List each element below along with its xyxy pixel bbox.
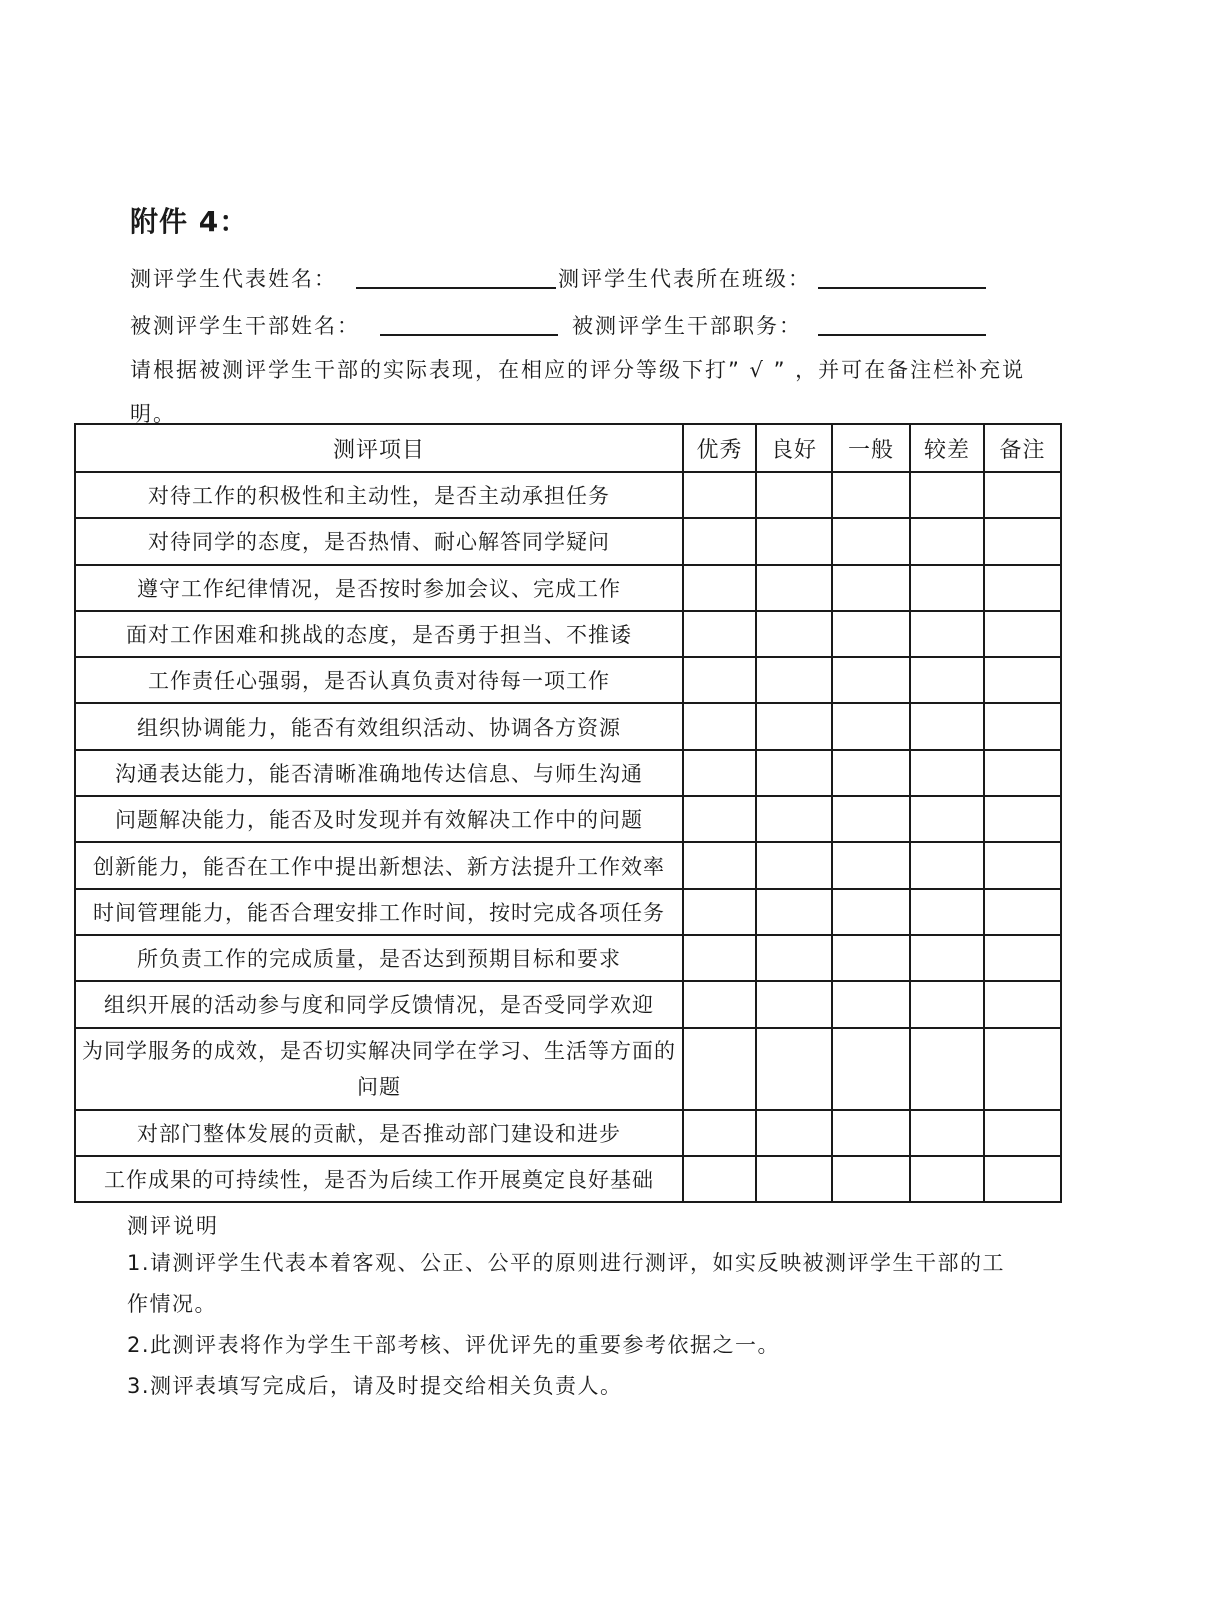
cell-remarks[interactable] [984, 518, 1061, 564]
cell-excellent[interactable] [683, 518, 756, 564]
table-row [75, 842, 1061, 888]
cell-excellent[interactable] [683, 842, 756, 888]
table-row [75, 565, 1061, 611]
cell-good[interactable] [756, 750, 832, 796]
cell-average[interactable] [832, 842, 910, 888]
notes-title: 测评说明 [127, 1214, 219, 1238]
cell-excellent[interactable] [683, 1110, 756, 1156]
cell-poor[interactable] [910, 796, 984, 842]
cell-remarks[interactable] [984, 981, 1061, 1027]
cell-good[interactable] [756, 611, 832, 657]
evaluation-item: 遵守工作纪律情况，是否按时参加会议、完成工作 [75, 565, 683, 611]
cell-poor[interactable] [910, 750, 984, 796]
cell-excellent[interactable] [683, 889, 756, 935]
cell-excellent[interactable] [683, 657, 756, 703]
cell-excellent[interactable] [683, 935, 756, 981]
cell-good[interactable] [756, 472, 832, 518]
cell-average[interactable] [832, 1028, 910, 1110]
table-row [75, 1110, 1061, 1156]
table-row [75, 889, 1061, 935]
attachment-title: 附件 4： [130, 205, 249, 238]
cell-average[interactable] [832, 750, 910, 796]
header-average: 一般 [832, 424, 910, 472]
evaluation-item: 工作责任心强弱，是否认真负责对待每一项工作 [75, 657, 683, 703]
evaluation-item: 对待工作的积极性和主动性，是否主动承担任务 [75, 472, 683, 518]
evaluation-item: 工作成果的可持续性，是否为后续工作开展奠定良好基础 [75, 1156, 683, 1202]
cell-average[interactable] [832, 889, 910, 935]
notes-list [127, 1243, 1027, 1407]
cell-remarks[interactable] [984, 889, 1061, 935]
cell-remarks[interactable] [984, 657, 1061, 703]
evaluation-item: 面对工作困难和挑战的态度，是否勇于担当、不推诿 [75, 611, 683, 657]
table-row [75, 981, 1061, 1027]
cadre-name-label: 被测评学生干部姓名： [130, 314, 360, 338]
evaluation-item: 创新能力，能否在工作中提出新想法、新方法提升工作效率 [75, 842, 683, 888]
cell-average[interactable] [832, 935, 910, 981]
evaluation-item: 问题解决能力，能否及时发现并有效解决工作中的问题 [75, 796, 683, 842]
evaluation-item: 时间管理能力，能否合理安排工作时间，按时完成各项任务 [75, 889, 683, 935]
evaluation-item: 组织协调能力，能否有效组织活动、协调各方资源 [75, 703, 683, 749]
cell-remarks[interactable] [984, 750, 1061, 796]
header-good: 良好 [756, 424, 832, 472]
cell-good[interactable] [756, 1110, 832, 1156]
cell-remarks[interactable] [984, 565, 1061, 611]
cell-average[interactable] [832, 1110, 910, 1156]
cell-excellent[interactable] [683, 611, 756, 657]
header-remarks: 备注 [984, 424, 1061, 472]
cell-remarks[interactable] [984, 703, 1061, 749]
cell-poor[interactable] [910, 611, 984, 657]
table-row [75, 935, 1061, 981]
cell-excellent[interactable] [683, 1156, 756, 1202]
table-row [75, 1156, 1061, 1202]
cell-average[interactable] [832, 703, 910, 749]
cell-good[interactable] [756, 935, 832, 981]
cell-excellent[interactable] [683, 981, 756, 1027]
cell-remarks[interactable] [984, 1156, 1061, 1202]
cell-good[interactable] [756, 657, 832, 703]
cell-average[interactable] [832, 796, 910, 842]
table-row [75, 518, 1061, 564]
rep-class-blank[interactable] [818, 287, 986, 289]
cell-poor[interactable] [910, 889, 984, 935]
cell-average[interactable] [832, 518, 910, 564]
cell-good[interactable] [756, 1028, 832, 1110]
cell-good[interactable] [756, 981, 832, 1027]
cell-excellent[interactable] [683, 703, 756, 749]
cell-remarks[interactable] [984, 796, 1061, 842]
cell-poor[interactable] [910, 1028, 984, 1110]
table-row [75, 1028, 1061, 1110]
rep-class-label: 测评学生代表所在班级： [558, 267, 811, 291]
cell-average[interactable] [832, 981, 910, 1027]
table-row [75, 750, 1061, 796]
cell-excellent[interactable] [683, 472, 756, 518]
evaluation-item: 对待同学的态度，是否热情、耐心解答同学疑问 [75, 518, 683, 564]
cadre-position-label: 被测评学生干部职务： [572, 314, 802, 338]
cell-remarks[interactable] [984, 1028, 1061, 1110]
cell-good[interactable] [756, 796, 832, 842]
cell-poor[interactable] [910, 565, 984, 611]
cell-poor[interactable] [910, 1110, 984, 1156]
header-item: 测评项目 [75, 424, 683, 472]
cell-average[interactable] [832, 472, 910, 518]
note-item: 3.测评表填写完成后，请及时提交给相关负责人。 [127, 1374, 623, 1398]
cell-poor[interactable] [910, 842, 984, 888]
instruction-text: 请根据被测评学生干部的实际表现，在相应的评分等级下打” √ ” ，并可在备注栏补充说明。 [130, 358, 1026, 426]
evaluation-item: 沟通表达能力，能否清晰准确地传达信息、与师生沟通 [75, 750, 683, 796]
cell-good[interactable] [756, 842, 832, 888]
cell-poor[interactable] [910, 981, 984, 1027]
cell-remarks[interactable] [984, 842, 1061, 888]
note-item: 1.请测评学生代表本着客观、公正、公平的原则进行测评，如实反映被测评学生干部的工作情况。 [127, 1251, 1006, 1316]
table-row [75, 611, 1061, 657]
table-row [75, 703, 1061, 749]
cell-average[interactable] [832, 611, 910, 657]
evaluation-item: 为同学服务的成效，是否切实解决同学在学习、生活等方面的问题 [75, 1028, 683, 1110]
table-row [75, 657, 1061, 703]
evaluation-item: 对部门整体发展的贡献，是否推动部门建设和进步 [75, 1110, 683, 1156]
header-poor: 较差 [910, 424, 984, 472]
cell-poor[interactable] [910, 1156, 984, 1202]
cell-poor[interactable] [910, 657, 984, 703]
cell-poor[interactable] [910, 472, 984, 518]
cadre-name-blank[interactable] [380, 334, 558, 336]
cell-good[interactable] [756, 565, 832, 611]
table-row [75, 796, 1061, 842]
cell-remarks[interactable] [984, 472, 1061, 518]
cell-average[interactable] [832, 657, 910, 703]
table-header-row [75, 424, 1061, 472]
cell-excellent[interactable] [683, 796, 756, 842]
evaluation-table [74, 423, 1062, 1203]
cell-excellent[interactable] [683, 565, 756, 611]
cell-remarks[interactable] [984, 1110, 1061, 1156]
cell-excellent[interactable] [683, 750, 756, 796]
cell-excellent[interactable] [683, 1028, 756, 1110]
cell-good[interactable] [756, 518, 832, 564]
table-row [75, 472, 1061, 518]
cell-poor[interactable] [910, 935, 984, 981]
table-body [75, 472, 1061, 1202]
cell-average[interactable] [832, 1156, 910, 1202]
evaluation-item: 所负责工作的完成质量，是否达到预期目标和要求 [75, 935, 683, 981]
rep-name-label: 测评学生代表姓名： [130, 267, 337, 291]
cell-poor[interactable] [910, 518, 984, 564]
cell-remarks[interactable] [984, 611, 1061, 657]
cell-good[interactable] [756, 703, 832, 749]
header-excellent: 优秀 [683, 424, 756, 472]
cell-average[interactable] [832, 565, 910, 611]
note-item: 2.此测评表将作为学生干部考核、评优评先的重要参考依据之一。 [127, 1333, 781, 1357]
cell-good[interactable] [756, 1156, 832, 1202]
cell-good[interactable] [756, 889, 832, 935]
rep-name-blank[interactable] [356, 287, 556, 289]
cell-remarks[interactable] [984, 935, 1061, 981]
evaluation-item: 组织开展的活动参与度和同学反馈情况，是否受同学欢迎 [75, 981, 683, 1027]
cell-poor[interactable] [910, 703, 984, 749]
cadre-position-blank[interactable] [818, 334, 986, 336]
